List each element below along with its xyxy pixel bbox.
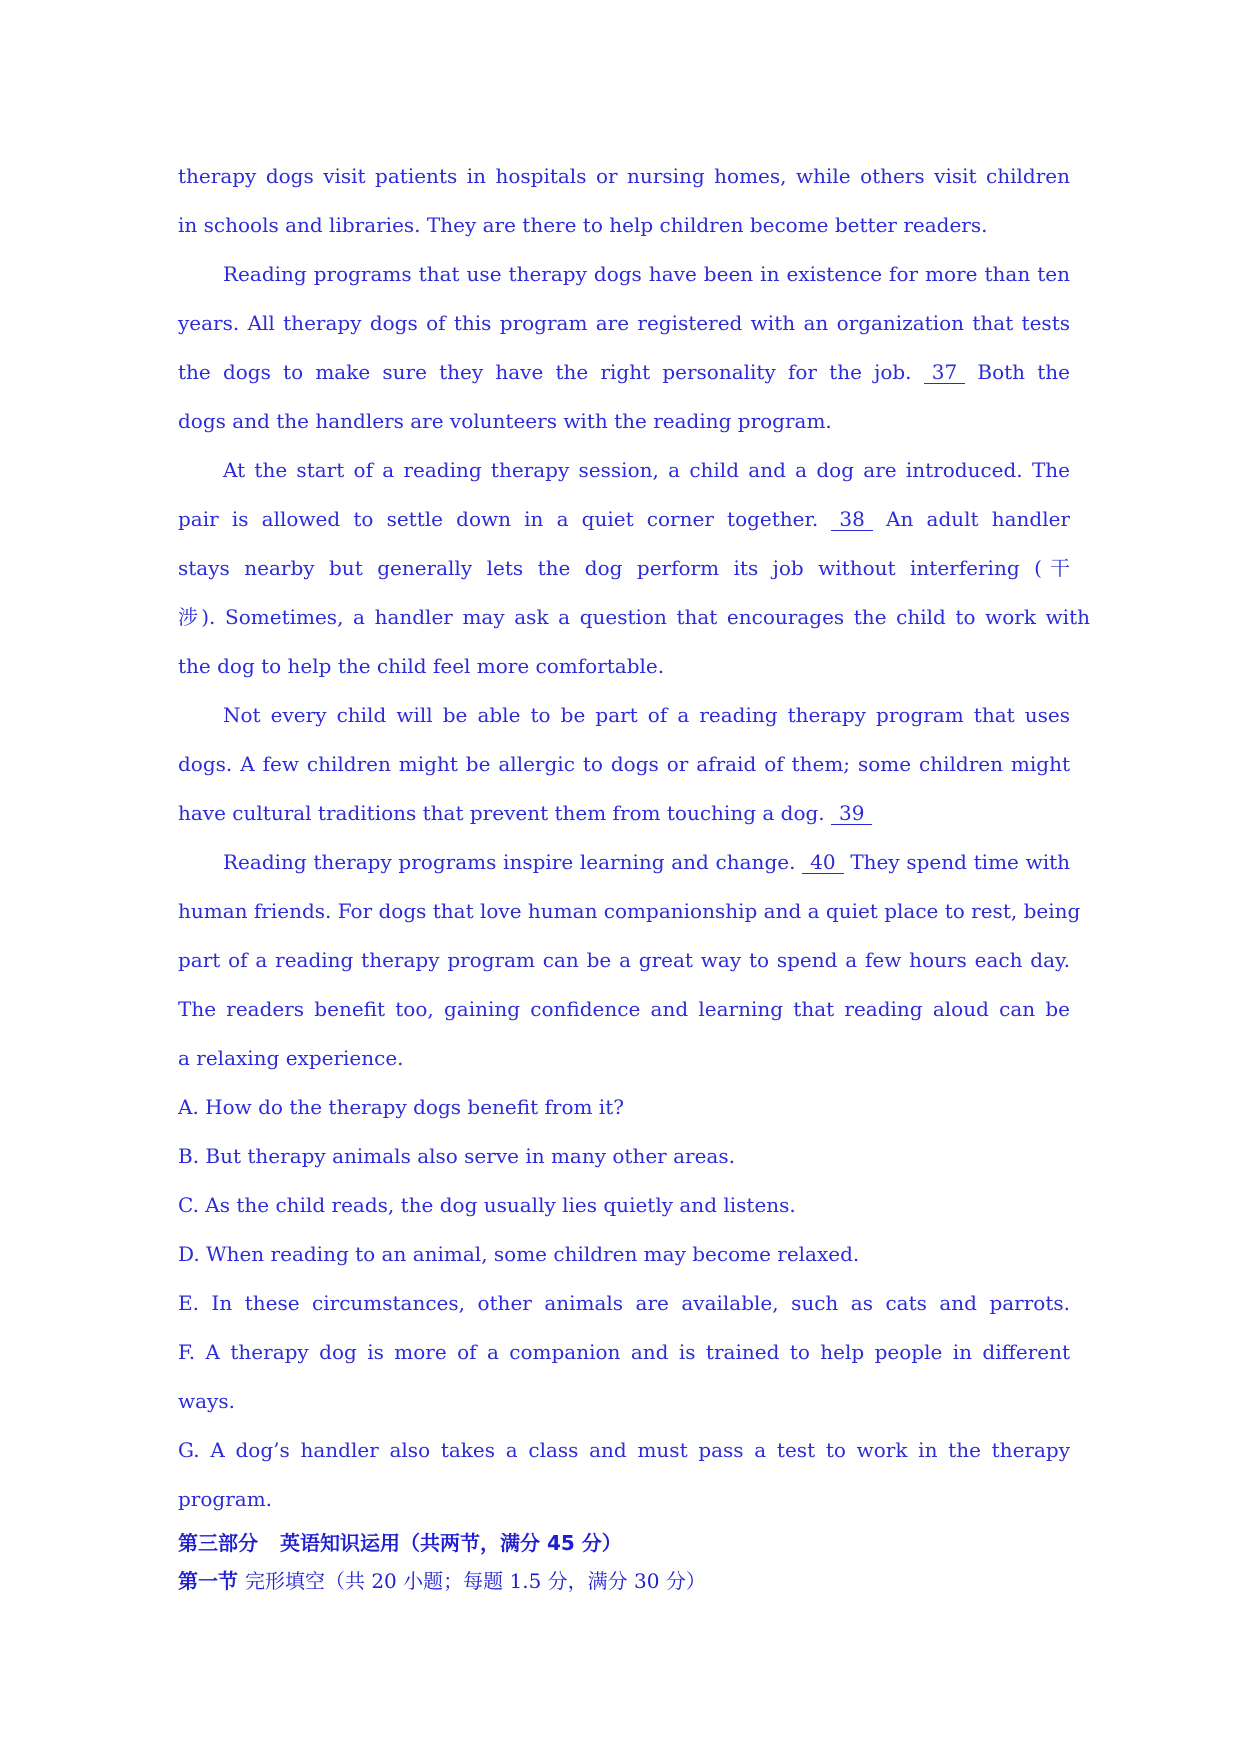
subsection-heading: [178, 1562, 1078, 1600]
option-d: D. When reading to an animal, some children may become relaxed.: [178, 1242, 860, 1266]
text-line: a relaxing experience.: [178, 1046, 404, 1070]
text-segment: pair is allowed to settle down in a quiet corner together.: [178, 507, 819, 531]
text-segment: Reading therapy programs inspire learning and change.: [223, 850, 796, 874]
text-line: Reading programs that use therapy dogs have been in existence for more than ten: [223, 262, 1070, 286]
option-f-continued: ways.: [178, 1389, 235, 1413]
text-line: dogs. A few children might be allergic to dogs or afraid of them; some children might: [178, 752, 1070, 776]
text-line: Not every child will be able to be part of a reading therapy program that uses: [223, 703, 1070, 727]
option-a: A. How do the therapy dogs benefit from it?: [178, 1095, 624, 1119]
text-line: the dog to help the child feel more comfortable.: [178, 654, 665, 678]
text-segment: An adult handler: [886, 507, 1071, 531]
option-g: G. A dog’s handler also takes a class and must pass a test to work in the therapy: [178, 1438, 1070, 1462]
text-line: years. All therapy dogs of this program are registered with an organization that tests: [178, 311, 1070, 335]
subsection-label: 第一节: [178, 1569, 238, 1593]
text-line: [178, 789, 1070, 838]
text-segment: They spend time with: [850, 850, 1071, 874]
text-line: The readers benefit too, gaining confidence and learning that reading aloud can be: [178, 997, 1070, 1021]
document-page: [178, 152, 1090, 1600]
answer-blank-39[interactable]: 39: [831, 802, 872, 825]
section-heading-part3: [178, 1524, 1078, 1562]
text-line: human friends. For dogs that love human companionship and a quiet place to rest, being: [178, 899, 1081, 923]
text-segment: Both the: [977, 360, 1070, 384]
section-heading-title: 英语知识运用（共两节，满分 45 分）: [280, 1531, 622, 1555]
option-g-continued: program.: [178, 1487, 273, 1511]
text-line: in schools and libraries. They are there to help children become better readers.: [178, 213, 988, 237]
text-line: At the start of a reading therapy session, a child and a dog are introduced. The: [223, 458, 1070, 482]
text-line: [178, 348, 1070, 397]
option-f: F. A therapy dog is more of a companion and is trained to help people in different: [178, 1340, 1070, 1364]
answer-blank-37[interactable]: 37: [924, 361, 965, 384]
text-line: part of a reading therapy program can be a great way to spend a few hours each day.: [178, 948, 1070, 972]
answer-blank-38[interactable]: 38: [831, 508, 872, 531]
text-segment: have cultural traditions that prevent them from touching a dog.: [178, 801, 825, 825]
option-e: E. In these circumstances, other animals are available, such as cats and parrots.: [178, 1291, 1070, 1315]
text-line: 涉). Sometimes, a handler may ask a question that encourages the child to work with: [178, 605, 1090, 629]
text-line: dogs and the handlers are volunteers with the reading program.: [178, 409, 832, 433]
text-line: therapy dogs visit patients in hospitals or nursing homes, while others visit children: [178, 164, 1070, 188]
text-segment: the dogs to make sure they have the right personality for the job.: [178, 360, 912, 384]
text-line: stays nearby but generally lets the dog perform its job without interfering (干: [178, 556, 1070, 580]
text-line: [178, 838, 1070, 887]
answer-blank-40[interactable]: 40: [802, 851, 843, 874]
option-c: C. As the child reads, the dog usually lies quietly and listens.: [178, 1193, 796, 1217]
subsection-description: 完形填空（共 20 小题；每题 1.5 分，满分 30 分）: [244, 1569, 706, 1593]
option-b: B. But therapy animals also serve in many other areas.: [178, 1144, 735, 1168]
text-line: [178, 495, 1070, 544]
section-heading-label: 第三部分: [178, 1531, 258, 1555]
